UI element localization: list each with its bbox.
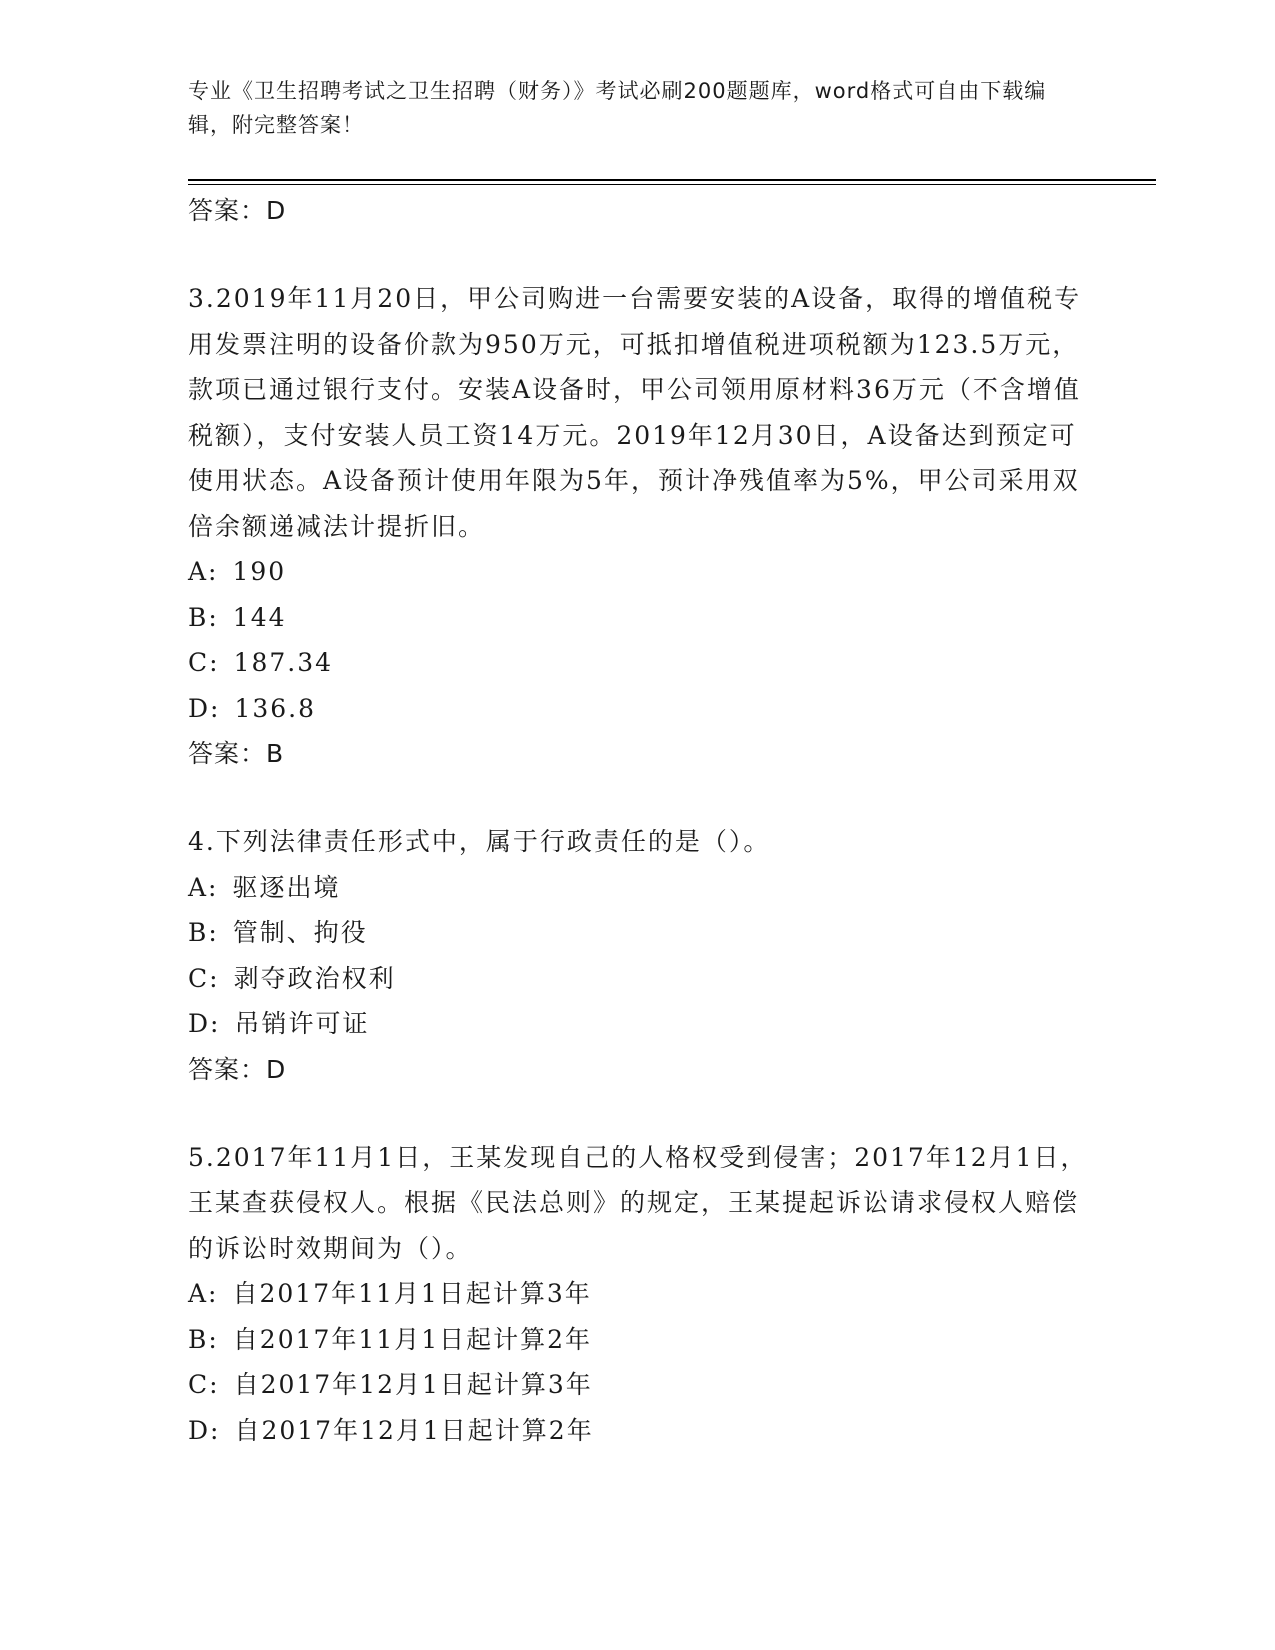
answer-line: 答案：D: [188, 1054, 287, 1084]
option-b: [188, 595, 1088, 641]
option-d: [188, 686, 1088, 732]
option-c: [188, 1362, 1088, 1408]
option-d: [188, 1001, 1088, 1047]
option-value: 自2017年12月1日起计算2年: [234, 1415, 594, 1445]
option-c: [188, 640, 1088, 686]
option-value: 136.8: [234, 693, 317, 723]
option-value: 管制、拘役: [232, 918, 368, 947]
option-value: 驱逐出境: [232, 872, 341, 902]
option-key: B:: [188, 1324, 219, 1354]
option-key: D:: [188, 1009, 221, 1038]
question-block: [188, 819, 1088, 1093]
option-value: 144: [232, 602, 287, 632]
option-b: [188, 910, 1088, 956]
option-value: 剥夺政治权利: [233, 963, 396, 993]
option-key: D:: [188, 693, 221, 723]
question-text: 3.2019年11月20日，甲公司购进一台需要安装的A设备，取得的增值税专用发票注明的设备价款为950万元，可抵扣增值税进项税额为123.5万元，款项已通过银行支付。安装A设备时，甲公司领用原材料36万元（不含增值税额），支付安装人员工资14万元。2019年12月30日，A设备达到预定可使用状态。A设备预计使用年限为5年，预计净残值率为5%，甲公司采用双倍余额递减法计提折旧。: [188, 284, 1082, 541]
option-value: 吊销许可证: [234, 1009, 370, 1038]
document-header: 专业《卫生招聘考试之卫生招聘（财务）》考试必刷200题题库，word格式可自由下载编辑，附完整答案！: [188, 79, 1047, 137]
question-text: 4.下列法律责任形式中，属于行政责任的是（）。: [188, 827, 771, 856]
option-a: [188, 865, 1088, 911]
option-value: 190: [232, 557, 287, 586]
option-key: B:: [188, 602, 219, 632]
option-key: A:: [188, 872, 219, 902]
question-text: 5.2017年11月1日，王某发现自己的人格权受到侵害；2017年12月1日，王某查获侵权人。根据《民法总则》的规定，王某提起诉讼请求侵权人赔偿的诉讼时效期间为（）。: [188, 1142, 1088, 1263]
option-key: A:: [188, 557, 219, 586]
option-b: [188, 1317, 1088, 1363]
option-key: C:: [188, 963, 220, 993]
option-value: 自2017年12月1日起计算3年: [233, 1370, 593, 1399]
option-a: [188, 549, 1088, 595]
option-key: A:: [188, 1279, 219, 1308]
option-key: C:: [188, 648, 220, 677]
option-value: 自2017年11月1日起计算3年: [232, 1279, 592, 1308]
header-rule-thick: [188, 179, 1156, 181]
header-rule-thin: [188, 184, 1156, 185]
option-value: 自2017年11月1日起计算2年: [232, 1324, 593, 1354]
option-key: C:: [188, 1370, 220, 1399]
question-block: [188, 1135, 1088, 1454]
option-key: B:: [188, 918, 219, 947]
option-d: [188, 1408, 1088, 1454]
option-c: [188, 956, 1088, 1002]
answer-line: 答案：B: [188, 739, 285, 768]
question-block: [188, 276, 1088, 777]
option-value: 187.34: [233, 648, 334, 677]
option-a: [188, 1271, 1088, 1317]
document-body: [188, 188, 1088, 1453]
answer-line: 答案：D: [188, 196, 287, 225]
option-key: D:: [188, 1415, 221, 1445]
